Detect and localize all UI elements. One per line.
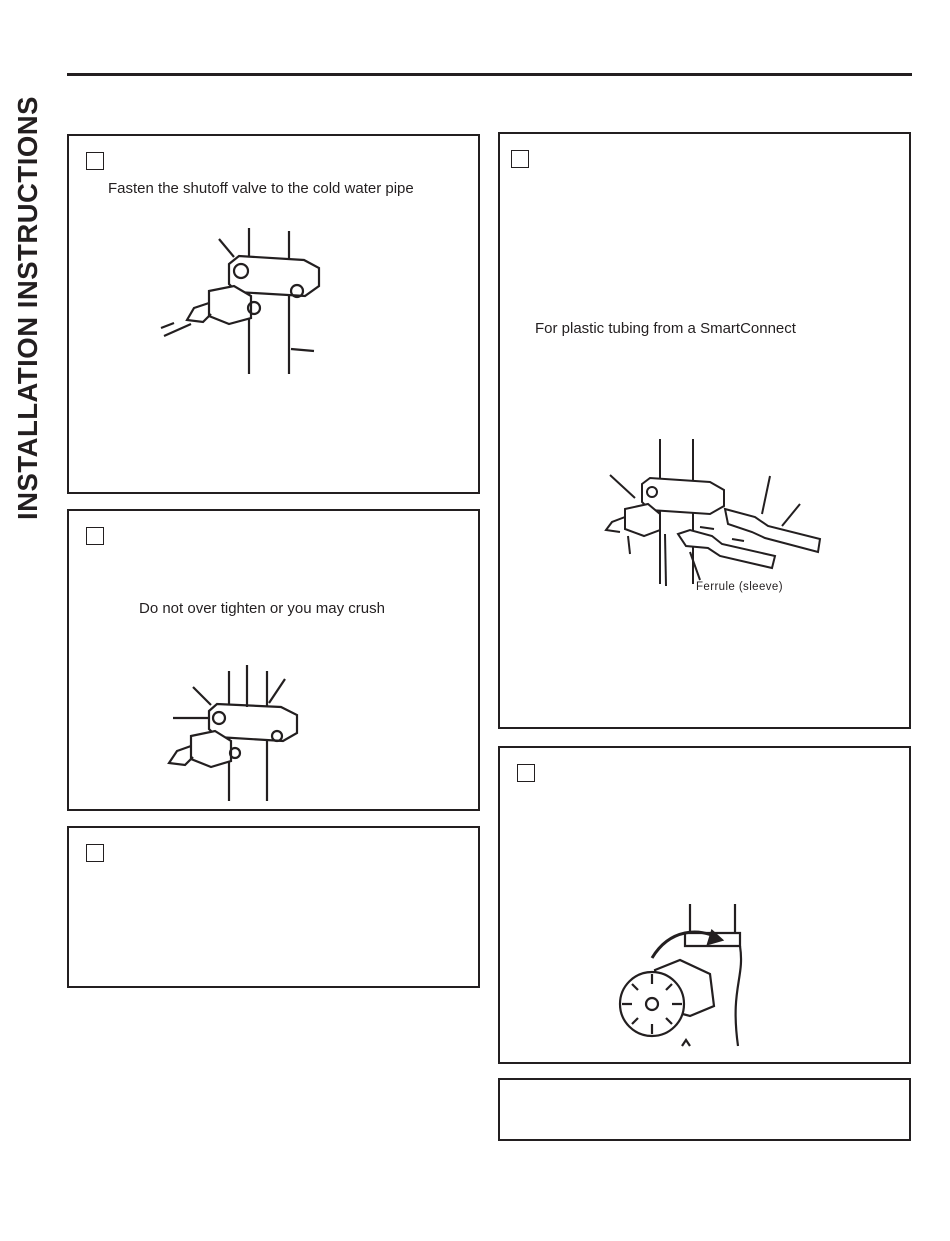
- panel-fasten-text: Fasten the shutoff valve to the cold water pipe: [108, 180, 414, 197]
- panel-tighten-text: Do not over tighten or you may crush: [139, 600, 385, 617]
- panel-note: [498, 1078, 911, 1141]
- tubing-connection-icon: [500, 134, 913, 731]
- shutoff-valve-tight-icon: [69, 511, 482, 813]
- panel-connect-tubing: [498, 132, 911, 729]
- panel-fasten-valve: [67, 134, 480, 494]
- panel-connect-text: For plastic tubing from a SmartConnect: [535, 320, 796, 337]
- step-checkbox[interactable]: [86, 844, 104, 862]
- panel-blank-step: [67, 826, 480, 988]
- ferrule-label: Ferrule (sleeve): [696, 581, 783, 593]
- panel-turn-on-water: [498, 746, 911, 1064]
- section-title-vertical: INSTALLATION INSTRUCTIONS: [12, 96, 43, 520]
- shutoff-valve-clamp-icon: [69, 136, 482, 496]
- panel-tighten: [67, 509, 480, 811]
- valve-handle-icon: [500, 748, 913, 1066]
- header-rule: [67, 73, 912, 76]
